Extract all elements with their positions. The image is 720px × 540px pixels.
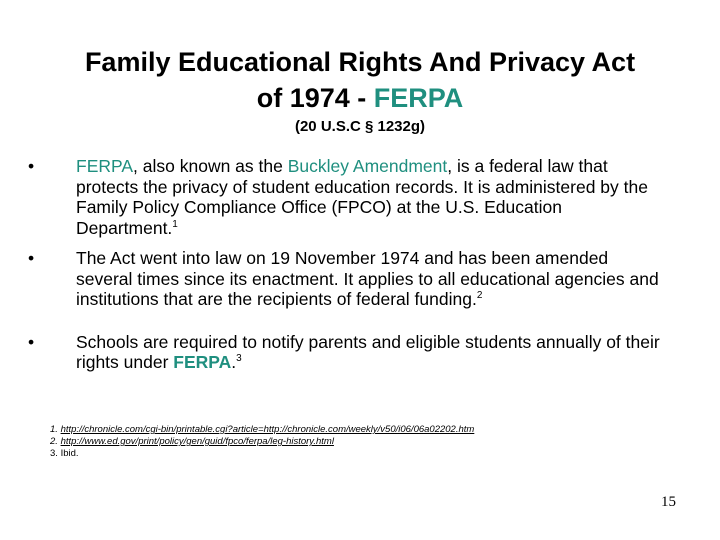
- title-acronym: FERPA: [373, 83, 464, 113]
- keyword-ferpa: FERPA: [173, 352, 232, 372]
- bullet-marker: •: [28, 331, 35, 352]
- bullet-text-end: .: [231, 352, 237, 372]
- footnote-2: [50, 436, 474, 448]
- footnote-link[interactable]: http://www.ed.gov/print/policy/gen/guid/fpco/ferpa/leg-history.html: [60, 436, 334, 447]
- title-line-2: [30, 80, 690, 116]
- footnote-link[interactable]: http://chronicle.com/cgi-bin/printable.cgi?article=http://chronicle.com/weekly/v50/i06/06a02202.htm: [60, 424, 475, 435]
- statute-citation: (20 U.S.C § 1232g): [294, 118, 426, 135]
- slide-title: [30, 44, 690, 116]
- footnote-text: Ibid.: [60, 448, 79, 459]
- footnotes: [50, 424, 474, 460]
- title-line-2-prefix: of 1974 -: [256, 83, 374, 113]
- bullet-item-definition: [28, 156, 668, 238]
- footnote-number: 2.: [50, 436, 58, 447]
- bullet-text: , is a federal law that protects the privacy of student education records. It is administered by the Family Policy Compliance Office (FPCO) at the U.S. Education Department.: [76, 156, 648, 238]
- footnote-ref: 3: [236, 353, 242, 365]
- bullet-text: , also known as the: [133, 156, 288, 176]
- bullet-text: The Act went into law on 19 November 1974 and has been amended several times since its enactment. It applies to all educational agencies and institutions that are the recipients of federal funding.: [76, 248, 659, 309]
- footnote-number: 3.: [50, 448, 58, 459]
- keyword-buckley-amendment: Buckley Amendment: [287, 156, 448, 176]
- footnote-ref: 1: [172, 218, 178, 230]
- title-line-1: Family Educational Rights And Privacy Act: [84, 47, 636, 77]
- bullet-marker: •: [28, 248, 35, 268]
- footnote-ref: 2: [476, 290, 483, 302]
- footnote-3: [50, 448, 474, 460]
- bullet-list: [28, 156, 668, 383]
- keyword-ferpa: FERPA: [76, 156, 134, 176]
- page-number: 15: [661, 494, 676, 510]
- bullet-item-notification: [28, 332, 668, 373]
- footnote-1: [50, 424, 474, 436]
- bullet-text: Schools are required to notify parents and eligible students annually of their rights under: [76, 331, 660, 372]
- bullet-item-history: [28, 248, 668, 310]
- bullet-marker: •: [28, 156, 35, 176]
- footnote-number: 1.: [50, 424, 58, 435]
